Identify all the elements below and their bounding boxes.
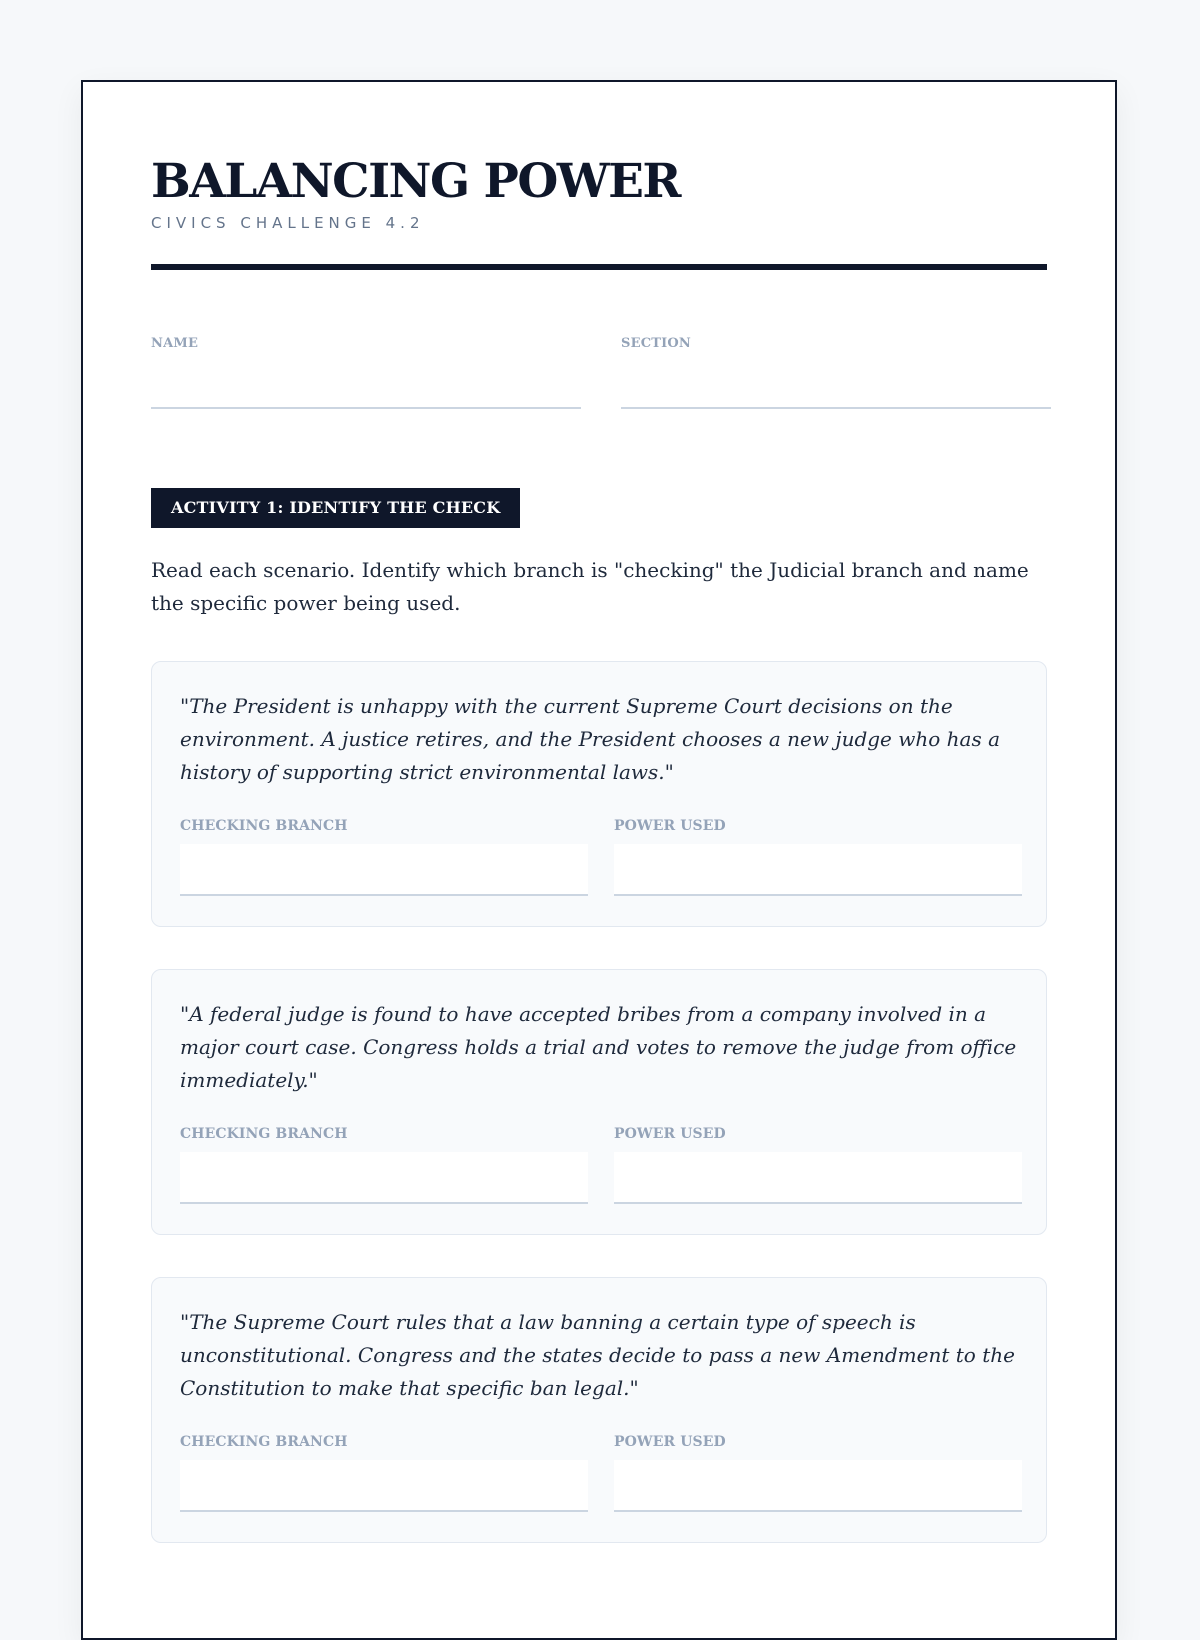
checking-branch-input[interactable]: [180, 1152, 588, 1204]
power-used-label: POWER USED: [614, 1434, 726, 1450]
worksheet-page: [81, 80, 1117, 1640]
checking-branch-input[interactable]: [180, 844, 588, 896]
name-field: [151, 336, 581, 409]
checking-branch-label: CHECKING BRANCH: [180, 1126, 348, 1142]
scenario-text: "A federal judge is found to have accepted bribes from a company involved in a major court case. Congress holds a trial and votes to remove the judge from office immediately.": [180, 1002, 1017, 1092]
worksheet-subtitle: CIVICS CHALLENGE 4.2: [151, 214, 425, 232]
section-field: [621, 336, 1051, 409]
power-used-input[interactable]: [614, 1152, 1022, 1204]
section-input-line[interactable]: [621, 407, 1051, 409]
power-used-field: [614, 1126, 1022, 1204]
scenario-text: "The President is unhappy with the current Supreme Court decisions on the environment. A justice retires, and the President chooses a new judge who has a history of supporting strict environmental laws.": [180, 694, 1000, 784]
name-input-line[interactable]: [151, 407, 581, 409]
power-used-label: POWER USED: [614, 818, 726, 834]
power-used-field: [614, 818, 1022, 896]
checking-branch-label: CHECKING BRANCH: [180, 818, 348, 834]
activity-instructions: Read each scenario. Identify which branch is "checking" the Judicial branch and name the specific power being used.: [151, 558, 1029, 615]
power-used-input[interactable]: [614, 844, 1022, 896]
worksheet-title: BALANCING POWER: [151, 154, 680, 209]
power-used-input[interactable]: [614, 1460, 1022, 1512]
checking-branch-input[interactable]: [180, 1460, 588, 1512]
scenario-text: "The Supreme Court rules that a law banning a certain type of speech is unconstitutional. Congress and the states decide to pass a new Amendment to the Constitution to make that specific ban legal.": [180, 1310, 1015, 1400]
section-label: SECTION: [621, 336, 692, 351]
power-used-label: POWER USED: [614, 1126, 726, 1142]
activity-heading: ACTIVITY 1: IDENTIFY THE CHECK: [151, 488, 520, 528]
power-used-field: [614, 1434, 1022, 1512]
title-divider: [151, 264, 1047, 270]
scenario-card-1: [151, 661, 1047, 927]
scenario-card-3: [151, 1277, 1047, 1543]
checking-branch-field: [180, 818, 588, 896]
checking-branch-label: CHECKING BRANCH: [180, 1434, 348, 1450]
checking-branch-field: [180, 1434, 588, 1512]
scenario-card-2: [151, 969, 1047, 1235]
checking-branch-field: [180, 1126, 588, 1204]
name-label: NAME: [151, 336, 199, 351]
